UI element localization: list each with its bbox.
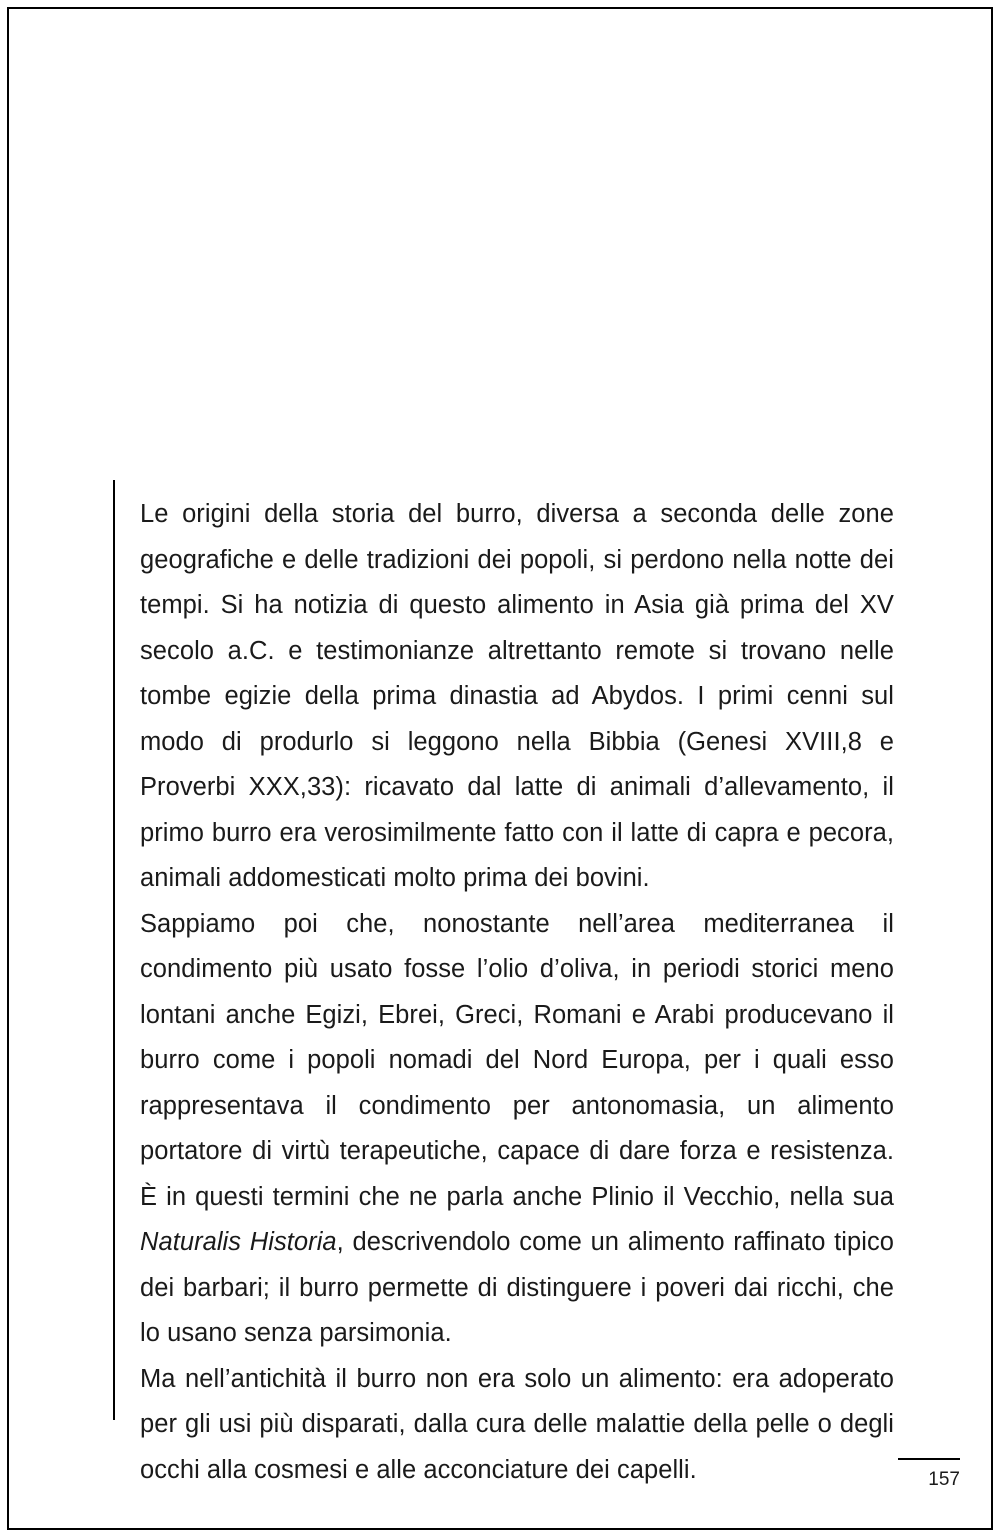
paragraph-origins: Le origini della storia del burro, diversa a seconda delle zone geografiche e delle tradizioni dei popoli, si perdono nella notte dei tempi. Si ha notizia di questo alimento in Asia già prima del XV secolo a.C. e testimonianze altrettanto remote si trovano nelle tombe egizie della prima dinastia ad Abydos. I primi cenni sul modo di produrlo si leggono nella Bibbia (Genesi XVIII,8 e Proverbi XXX,33): ricavato dal latte di animali d’allevamento, il primo burro era verosimilmente fatto con il latte di capra e pecora, animali addomesticati molto prima dei bovini. [140,500,894,892]
paragraph-mediterranean-part2: , descrivendolo come un alimento raffinato tipico dei barbari; il burro permette di distinguere i poveri dai ricchi, che lo usano senza parsimonia. [140,1228,894,1347]
text-block-vertical-rule [113,480,115,1420]
paragraph-mediterranean [140,902,894,1357]
footer-rule [898,1458,960,1460]
body-text-block [140,492,894,1493]
page-number: 157 [928,1469,960,1490]
work-title-naturalis-historia: Naturalis Historia [140,1228,337,1256]
paragraph-antiquity-uses: Ma nell’antichità il burro non era solo un alimento: era adoperato per gli usi più disparati, dalla cura delle malattie della pelle o degli occhi alla cosmesi e alle acconciature dei capelli. [140,1364,894,1484]
paragraph-mediterranean-part1: Sappiamo poi che, nonostante nell’area mediterranea il condimento più usato fosse l’olio d’oliva, in periodi storici meno lontani anche Egizi, Ebrei, Greci, Romani e Arabi producevano il burro come i popoli nomadi del Nord Europa, per i quali esso rappresentava il condimento per antonomasia, un alimento portatore di virtù terapeutiche, capace di dare forza e resistenza. È in questi termini che ne parla anche Plinio il Vecchio, nella sua [140,909,894,1211]
